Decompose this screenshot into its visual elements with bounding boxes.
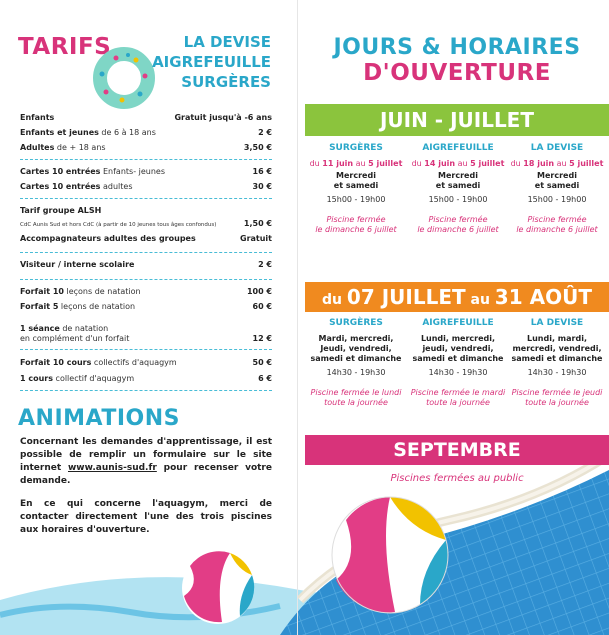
date-from: du [309, 159, 323, 168]
tarif-price: 30 € [252, 182, 272, 191]
summer-band-start: 07 JUILLET [346, 285, 466, 309]
june-pool-column [410, 143, 506, 235]
tarif-label [20, 142, 106, 153]
date-to: au [455, 159, 471, 168]
open-hours: 15h00 - 19h00 [527, 195, 587, 204]
tarif-label [20, 233, 196, 244]
tarif-price: 60 € [252, 302, 272, 311]
tarif-label-bold: Enfants [20, 113, 55, 122]
june-july-band: JUIN - JUILLET [305, 104, 609, 136]
tarif-price: Gratuit [240, 234, 272, 243]
tarif-label-rest: adultes [100, 182, 133, 191]
pool-name: AIGREFEUILLE [422, 318, 494, 328]
open-days: Lundi, mardi, mercredi, vendredi, samedi et dimanche [511, 334, 603, 363]
closed-note: Piscine fermée le jeudi toute la journée [511, 388, 603, 407]
date-range [509, 159, 605, 169]
tarif-row [20, 333, 272, 344]
tarif-row [20, 357, 272, 368]
tarif-label [20, 181, 132, 192]
summer-band-end: 31 AOÛT [494, 285, 592, 309]
tarif-separator [20, 198, 272, 199]
tarif-label-rest: collectifs d'aquagym [91, 358, 177, 367]
tarif-label-bold: Cartes 10 entrées [20, 167, 101, 176]
june-pool-column [509, 143, 605, 235]
open-hours: 14h30 - 19h30 [428, 368, 488, 377]
anim-text-b: pour recenser votre demande. [20, 463, 272, 486]
tarif-row [20, 166, 272, 177]
closed-note: Piscine fermée le dimanche 6 juillet [516, 215, 598, 234]
date-range [410, 159, 506, 169]
open-days: Mercredi et samedi [435, 171, 481, 190]
tarif-label [20, 112, 54, 123]
summer-pool-column [308, 318, 404, 408]
tarif-price: 100 € [246, 287, 272, 296]
tarif-label-bold: Adultes [20, 143, 55, 152]
tarif-price: 1,50 € [243, 219, 272, 228]
open-hours: 14h30 - 19h30 [326, 368, 386, 377]
tarif-separator [20, 279, 272, 280]
tarif-label-rest: collectif d'aquagym [53, 374, 135, 383]
tarif-label-bold: Accompagnateurs adultes des groupes [20, 234, 196, 243]
date-start: 14 juin [424, 159, 456, 168]
closed-note: Piscine fermée le mardi toute la journée [410, 388, 506, 407]
tarif-label-rest: CdC Aunis Sud et hors CdC (à partir de 10 jeunes tous âges confondus) [20, 222, 217, 228]
pool-names [152, 32, 271, 92]
tarif-label [20, 286, 141, 297]
tarif-label-rest: de 6 à 18 ans [98, 128, 156, 137]
tarif-separator [20, 349, 272, 350]
tarif-label [20, 166, 165, 177]
open-hours: 15h00 - 19h00 [428, 195, 488, 204]
pool-name: LA DEVISE [183, 33, 271, 51]
pool-name: AIGREFEUILLE [152, 53, 271, 71]
date-from: du [510, 159, 524, 168]
tarif-label-bold: Cartes 10 entrées [20, 182, 101, 191]
open-days: Lundi, mercredi, jeudi, vendredi, samedi et dimanche [412, 334, 504, 363]
tarif-row [20, 205, 272, 216]
tarif-separator [20, 390, 272, 391]
summer-pool-column [509, 318, 605, 408]
date-end: 5 juillet [470, 159, 505, 168]
tarif-label-rest: Enfants- jeunes [100, 167, 166, 176]
open-days: Mercredi et samedi [333, 171, 379, 190]
tarif-row [20, 112, 272, 123]
tarif-label-bold: Visiteur / interne scolaire [20, 260, 135, 269]
september-band: SEPTEMBRE [305, 435, 609, 465]
beach-ball-large-icon [332, 497, 448, 613]
anim-text-a: Concernant les demandes d'apprentissage, il est possible de remplir un formulaire sur le site internet [20, 437, 272, 473]
tarif-row [20, 181, 272, 192]
tarif-separator [20, 159, 272, 160]
closed-note: Piscine fermée le dimanche 6 juillet [417, 215, 499, 234]
tarif-label [20, 259, 134, 270]
tarif-row [20, 218, 272, 231]
tarif-label-bold: 1 cours [20, 374, 53, 383]
open-hours: 15h00 - 19h00 [326, 195, 386, 204]
date-range [308, 159, 404, 169]
tarif-price: 50 € [252, 358, 272, 367]
tarif-label-bold: Forfait 10 [20, 287, 64, 296]
open-hours: 14h30 - 19h30 [527, 368, 587, 377]
schedule-title: JOURS & HORAIRES [333, 35, 581, 60]
tarif-label [20, 218, 216, 231]
tarif-label [20, 205, 101, 216]
beach-ball-small-icon [182, 551, 254, 624]
tarif-label [20, 357, 177, 368]
date-end: 5 juillet [368, 159, 403, 168]
swim-ring-icon [92, 46, 156, 110]
tarif-row [20, 286, 272, 297]
website-link[interactable]: www.aunis-sud.fr [67, 463, 157, 473]
tarif-row [20, 301, 272, 312]
tarif-label-rest: de natation [59, 324, 109, 333]
animations-title: ANIMATIONS [18, 406, 180, 431]
tarif-price: 2 € [258, 128, 272, 137]
tarif-price: 2 € [258, 260, 272, 269]
date-to: au [353, 159, 369, 168]
tarif-label [20, 373, 134, 384]
tarif-row [20, 259, 272, 270]
tarif-separator [20, 252, 272, 253]
pool-name: SURGÈRES [329, 143, 383, 153]
date-end: 5 juillet [569, 159, 604, 168]
animations-paragraph-1 [20, 436, 272, 488]
tarif-label-bold: Forfait 10 cours [20, 358, 92, 367]
june-pool-column [308, 143, 404, 235]
tarif-price: 16 € [252, 167, 272, 176]
tarif-label-rest: leçons de natation [58, 302, 136, 311]
tarif-label [20, 333, 129, 344]
tarif-price: Gratuit jusqu'à -6 ans [174, 113, 272, 122]
tarif-label-rest: en complément d'un forfait [20, 334, 130, 343]
tarifs-title: TARIFS [18, 34, 112, 60]
animations-paragraph-2: En ce qui concerne l'aquagym, merci de contacter directement l'une des trois piscines aux horaires d'ouverture. [20, 499, 272, 535]
summer-band-from: du [322, 292, 347, 308]
date-to: au [554, 159, 570, 168]
tarif-label [20, 127, 156, 138]
date-from: du [411, 159, 425, 168]
tarif-price: 6 € [258, 374, 272, 383]
tarif-row [20, 127, 272, 138]
tarif-label-bold: Enfants et jeunes [20, 128, 99, 137]
tarif-price: 3,50 € [243, 143, 272, 152]
closed-note: Piscine fermée le dimanche 6 juillet [315, 215, 397, 234]
closed-note: Piscine fermée le lundi toute la journée [310, 388, 402, 407]
tarif-label-bold: Tarif groupe ALSH [20, 206, 102, 215]
tarif-row [20, 373, 272, 384]
september-closed-text: Piscines fermées au public [390, 473, 524, 484]
date-start: 11 juin [322, 159, 354, 168]
summer-pool-column [410, 318, 506, 408]
date-start: 18 juin [523, 159, 555, 168]
tarif-label-rest: de + 18 ans [54, 143, 106, 152]
pool-name: SURGÈRES [329, 318, 383, 328]
pool-name: LA DEVISE [530, 143, 584, 153]
tarif-row [20, 142, 272, 153]
summer-band [305, 282, 609, 312]
open-days: Mercredi et samedi [534, 171, 580, 190]
tarif-price: 12 € [252, 334, 272, 343]
pool-name: LA DEVISE [530, 318, 584, 328]
pool-name: SURGÈRES [181, 73, 271, 91]
tarif-label [20, 301, 135, 312]
summer-band-to: au [465, 292, 495, 308]
schedule-subtitle: D'OUVERTURE [363, 60, 551, 86]
pool-name: AIGREFEUILLE [422, 143, 494, 153]
tarif-label-bold: 1 séance [20, 324, 60, 333]
tarif-row [20, 233, 272, 244]
column-divider [297, 0, 298, 635]
tarif-label-bold: Forfait 5 [20, 302, 59, 311]
open-days: Mardi, mercredi, Jeudi, vendredi, samedi et dimanche [310, 334, 402, 363]
tarif-label-rest: leçons de natation [63, 287, 141, 296]
